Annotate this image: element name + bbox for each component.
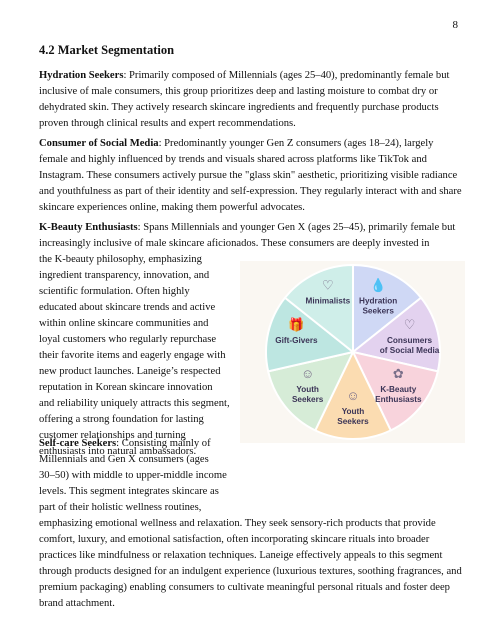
text-line: the K-beauty philosophy, emphasizing	[39, 254, 202, 265]
paragraph-text: : Consisting mainly of	[116, 438, 211, 449]
text-line: part of their holistic wellness routines,	[39, 502, 202, 513]
gift-icon: 🎁	[288, 317, 305, 333]
text-line: loyal customers who regularly repurchase	[39, 334, 217, 345]
section-heading: 4.2 Market Segmentation	[39, 43, 175, 57]
pie-slice-label: K-Beauty	[380, 385, 417, 395]
text-line: their favorite items and eagerly engage with	[39, 350, 226, 361]
droplet-icon: 💧	[370, 277, 387, 293]
term-selfcare: Self-care Seekers	[39, 438, 117, 449]
segmentation-pie-figure	[240, 261, 465, 443]
pie-slice-label: Youth	[296, 385, 319, 395]
text-line: offering a strong foundation for lasting	[39, 414, 204, 425]
heart-icon: ♡	[322, 277, 334, 293]
smiley-icon: ☺	[346, 388, 360, 403]
term-kbeauty: K-Beauty Enthusiasts	[39, 222, 138, 233]
pie-slice-label: Seekers	[291, 395, 324, 405]
text-line: customer relationships and turning	[39, 430, 186, 441]
smiley-icon: ☺	[301, 366, 315, 382]
paragraph-text: : Predominantly younger Gen Z consumers (ages 18–24), largely female and highly influenced by trends and visuals shared across platforms like TikTok and Instagram. These consumers actively pursue the "glass skin" aesthetic, prioritizing visible radiance and youthfulness as part of their identity and self-expression. They regularly interact with and share skincare experiences online, making them powerful advocates.	[39, 138, 462, 213]
text-line: new product launches. Laneige’s respected	[39, 366, 221, 377]
paragraph-selfcare	[39, 436, 463, 612]
text-line: reputation in Korean skincare innovation	[39, 382, 213, 393]
pie-slice-label: Consumers	[387, 336, 433, 346]
pie-slice-label: Youth	[341, 407, 365, 416]
term-social-media: Consumer of Social Media	[39, 138, 159, 149]
paragraph-text: emphasizing emotional wellness and relaxation. They seek sensory-rich products that provide comfort, luxury, and emotional satisfaction, often incorporating skincare rituals into broader practices like mindfulness or relaxation techniques. Laneige effectively appeals to this segment through products designed for an indulgent experience (luxurious textures, soothing fragrances, and premium packaging) enabling consumers to cultivate meaningful personal rituals and foster deep brand attachment.	[39, 518, 462, 609]
lotus-icon: ✿	[392, 366, 404, 382]
paragraph-text: : Primarily composed of Millennials (ages 25–40), predominantly female but inclusive of male consumers, this group prioritizes deep and lasting moisture to combat dry or dehydrated skin. They actively research skincare ingredients and frequently purchase products proven through clinical results and expert recommendations.	[39, 70, 450, 129]
text-line: enthusiasts into natural ambassadors.	[39, 446, 197, 457]
page-number: 8	[452, 19, 458, 31]
term-hydration-seekers: Hydration Seekers	[39, 70, 124, 81]
text-line: Millennials and Gen X consumers (ages	[39, 454, 209, 465]
pie-slice-label: Minimalists	[305, 296, 351, 306]
pie-slice-label: Seekers	[362, 306, 394, 316]
paragraph-hydration-seekers	[39, 68, 463, 132]
text-line: ingredient transparency, innovation, and	[39, 270, 210, 281]
paragraph-social-media	[39, 136, 463, 216]
pie-slice-label: Enthusiasts	[375, 395, 422, 405]
text-line: 30–50) with middle to upper-middle income	[39, 470, 227, 481]
text-line: educated about skincare trends and active	[39, 302, 216, 313]
selfcare-wrapped-lines	[39, 452, 463, 516]
pie-slice-label: Seekers	[337, 417, 369, 426]
text-line: and reliability uniquely attracts this segment,	[39, 398, 230, 409]
text-line: within online skincare communities and	[39, 318, 209, 329]
heart-chat-icon: ♡	[403, 317, 416, 333]
text-line: scientific formulation. Often highly	[39, 286, 190, 297]
paragraph-text: : Spans Millennials and younger Gen X (ages 25–45), primarily female but increasingly inclusive of male skincare aficionados. These consumers are deeply invested in	[39, 222, 456, 249]
segmentation-pie	[240, 261, 465, 443]
pie-slice-label: Hydration	[359, 296, 398, 306]
pie-slice-label: Gift-Givers	[275, 336, 318, 346]
pie-slice-label: of Social Media	[379, 346, 440, 356]
text-line: levels. This segment integrates skincare as	[39, 486, 219, 497]
